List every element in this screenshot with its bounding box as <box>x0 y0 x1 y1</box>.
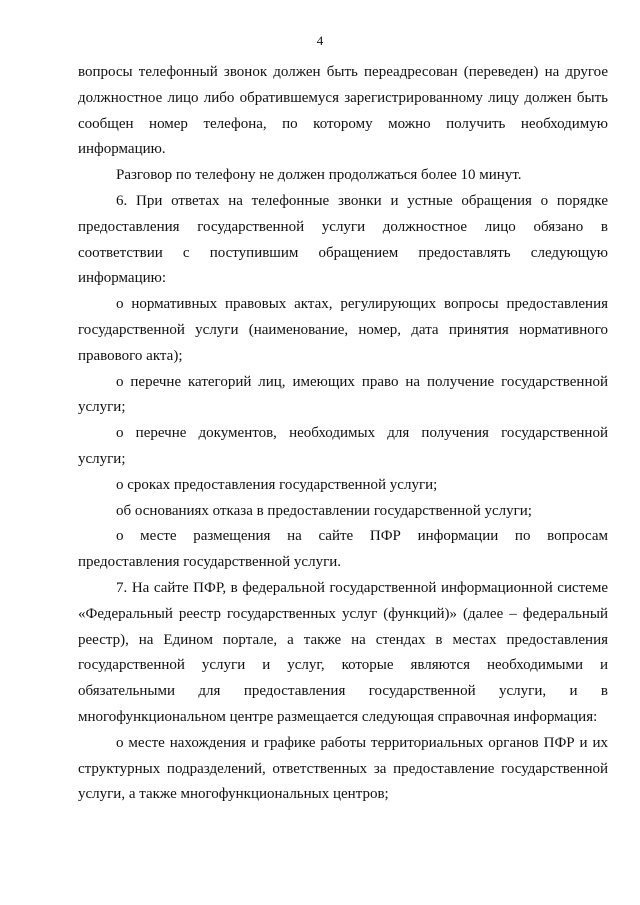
page-number: 4 <box>316 33 324 48</box>
list-item-location: о месте нахождения и графике работы территориальных органов ПФР и их структурных подразделений, ответственных за предоставление государственной услуги, а также многофункциональных центров; <box>78 734 608 803</box>
paragraph-call-redirect: вопросы телефонный звонок должен быть переадресован (переведен) на другое должностное лицо либо обратившемуся зарегистрированному лицу должен быть сообщен номер телефона, по которому можно получить необходимую информацию. <box>78 64 608 158</box>
paragraph-call-duration: Разговор по телефону не должен продолжаться более 10 минут. <box>116 167 522 184</box>
list-item-refusal-grounds: об основаниях отказа в предоставлении государственной услуги; <box>116 502 532 519</box>
paragraph-item-7: 7. На сайте ПФР, в федеральной государственной информационной системе «Федеральный реестр государственных услуг (функций)» (далее – федеральный реестр), на Едином портале, а также на стендах в местах предоставления государственной услуги и услуг, которые являются необходимыми и обязательными для предоставления государственной услуги, и в многофункциональном центре размещается следующая справочная информация: <box>78 579 608 725</box>
list-item-legal-acts: о нормативных правовых актах, регулирующих вопросы предоставления государственной услуги (наименование, номер, дата принятия нормативного правового акта); <box>78 296 608 364</box>
paragraph-item-6: 6. При ответах на телефонные звонки и устные обращения о порядке предоставления государственной услуги должностное лицо обязано в соответствии с поступившим обращением предоставлять следующую информацию: <box>78 192 608 287</box>
list-item-pfr-site: о месте размещения на сайте ПФР информации по вопросам предоставления государственной услуги. <box>78 528 608 571</box>
list-item-terms: о сроках предоставления государственной услуги; <box>116 476 438 493</box>
list-item-categories: о перечне категорий лиц, имеющих право на получение государственной услуги; <box>78 373 608 416</box>
document-body <box>78 60 608 808</box>
list-item-documents: о перечне документов, необходимых для получения государственной услуги; <box>78 425 608 467</box>
